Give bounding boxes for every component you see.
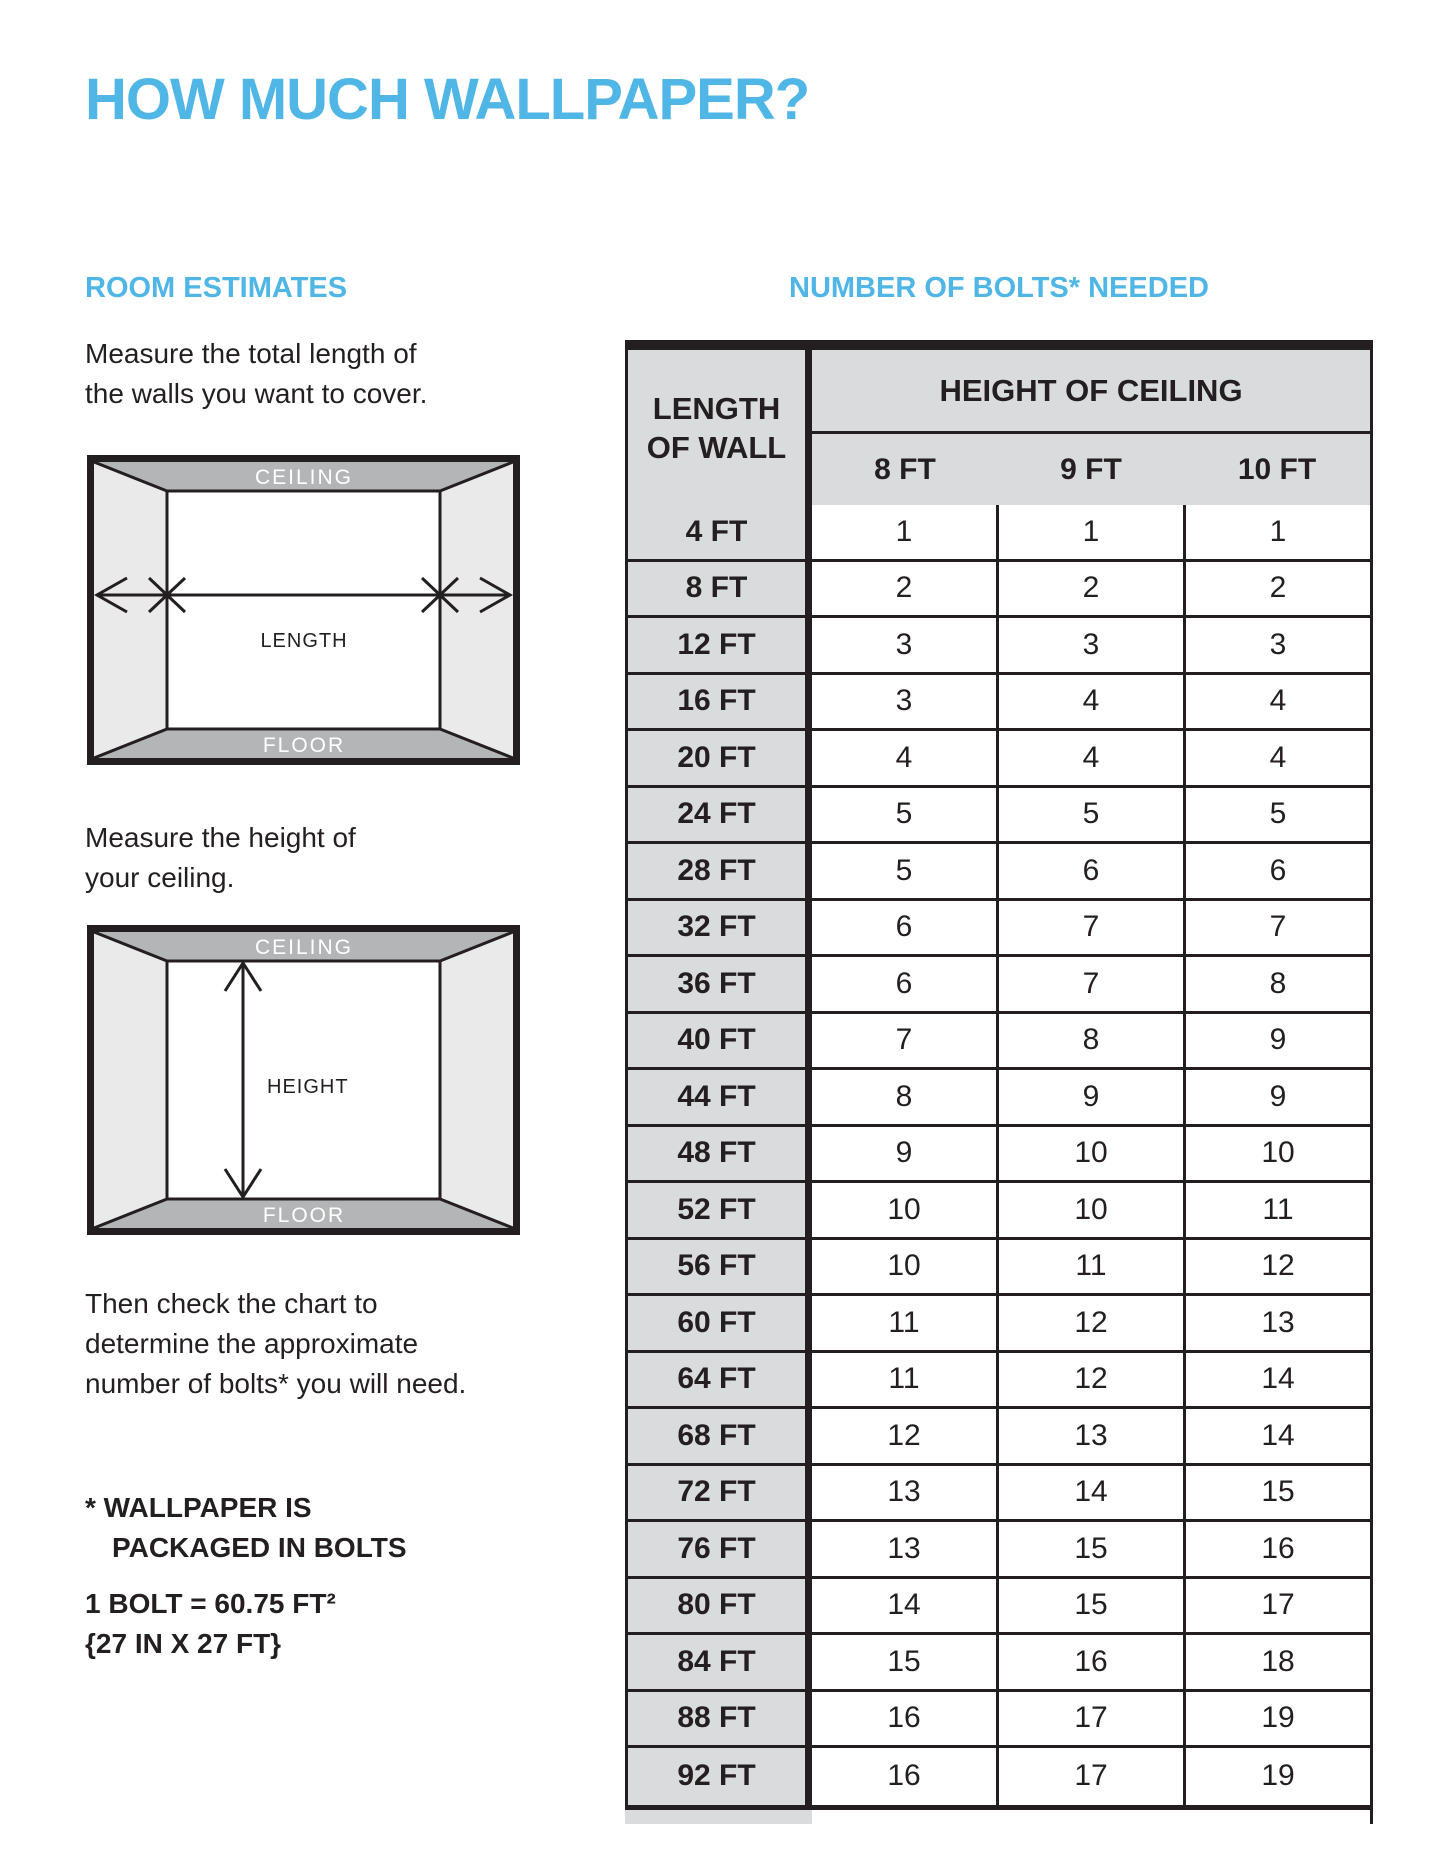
- bolt-count-cell: 6: [996, 844, 1183, 898]
- row-length-label: 20 FT: [628, 731, 812, 785]
- column-header-10ft: 10 FT: [1237, 452, 1317, 486]
- bolt-count-cell: 15: [996, 1579, 1183, 1633]
- bolt-count-cell: 16: [996, 1635, 1183, 1689]
- column-header-8ft: 8 FT: [874, 452, 936, 486]
- bolt-count-cell: 17: [996, 1692, 1183, 1746]
- bolt-count-cell: 19: [1183, 1748, 1370, 1805]
- table-row: [628, 562, 1370, 619]
- bolt-count-cell: 5: [895, 797, 913, 831]
- bolt-count-cell: 1: [895, 514, 913, 548]
- column-header-9ft: 9 FT: [1060, 452, 1122, 486]
- left-wall-surface: [94, 932, 167, 1228]
- back-wall-surface: [167, 491, 440, 729]
- footnote-line: PACKAGED IN BOLTS: [112, 1532, 407, 1563]
- bolt-count-cell: 9: [1183, 1070, 1370, 1124]
- table-row: [628, 1522, 1370, 1579]
- table-row: [628, 1070, 1370, 1127]
- floor-label: FLOOR: [262, 734, 346, 757]
- bolt-count-cell: 12: [996, 1353, 1183, 1407]
- bolt-count-cell: 12: [1183, 1240, 1370, 1294]
- bolt-count-cell: 10: [996, 1183, 1183, 1237]
- bolt-count-cell: 11: [888, 1362, 920, 1396]
- instruction-measure-height: [85, 818, 356, 898]
- bolt-count-cell: 9: [996, 1070, 1183, 1124]
- bolt-count-cell: 14: [996, 1466, 1183, 1520]
- bolt-count-cell: 12: [887, 1418, 921, 1452]
- bolt-count-cell: 10: [887, 1192, 921, 1226]
- bolt-count-cell: 10: [887, 1249, 921, 1283]
- height-arrow: [225, 963, 261, 1197]
- bolt-count-cell: 3: [895, 684, 913, 718]
- bolt-count-cell: 13: [887, 1475, 921, 1509]
- row-length-label: 68 FT: [628, 1409, 812, 1463]
- bolt-count-cell: 2: [895, 571, 913, 605]
- bolt-count-cell: 19: [1183, 1692, 1370, 1746]
- instruction-line: determine the approximate: [85, 1328, 419, 1359]
- bolts-needed-table: [625, 340, 1373, 1824]
- table-row: [628, 1466, 1370, 1523]
- bolt-count-cell: 2: [1183, 562, 1370, 616]
- row-length-label: 92 FT: [628, 1748, 812, 1805]
- table-row: [628, 901, 1370, 958]
- bolt-count-cell: 9: [1183, 1014, 1370, 1068]
- bolt-count-cell: 1: [1183, 505, 1370, 559]
- bolt-count-cell: 7: [996, 901, 1183, 955]
- bolt-count-cell: 11: [996, 1240, 1183, 1294]
- bolt-count-cell: 1: [996, 505, 1183, 559]
- table-row: [628, 675, 1370, 732]
- row-length-label: 48 FT: [628, 1127, 812, 1181]
- row-length-label: 16 FT: [628, 675, 812, 729]
- bolt-count-cell: 5: [1183, 788, 1370, 842]
- row-length-label: 64 FT: [628, 1353, 812, 1407]
- row-length-label: 40 FT: [628, 1014, 812, 1068]
- bolt-count-cell: 7: [895, 1023, 913, 1057]
- bolt-count-cell: 13: [996, 1409, 1183, 1463]
- table-row: [628, 1635, 1370, 1692]
- row-length-label: 44 FT: [628, 1070, 812, 1124]
- bolt-count-cell: 2: [996, 562, 1183, 616]
- bolt-count-cell: 15: [1183, 1466, 1370, 1520]
- bolt-count-cell: 16: [887, 1759, 921, 1793]
- footnote-line: * WALLPAPER IS: [85, 1492, 312, 1523]
- row-length-label: 24 FT: [628, 788, 812, 842]
- table-row: [628, 957, 1370, 1014]
- table-header: [628, 350, 1370, 505]
- height-of-ceiling-header: HEIGHT OF CEILING: [812, 350, 1370, 434]
- bolts-table-rows: [628, 505, 1370, 1805]
- table-row: [628, 1183, 1370, 1240]
- section-header-bolts-needed: NUMBER OF BOLTS* NEEDED: [789, 272, 1209, 304]
- instruction-line: your ceiling.: [85, 862, 235, 893]
- bolt-count-cell: 16: [887, 1701, 921, 1735]
- bolt-count-cell: 11: [888, 1305, 920, 1339]
- instruction-line: Measure the height of: [85, 822, 356, 853]
- bolt-count-cell: 10: [996, 1127, 1183, 1181]
- row-length-label: 72 FT: [628, 1466, 812, 1520]
- section-header-room-estimates: ROOM ESTIMATES: [85, 272, 348, 304]
- bolt-size-line: {27 IN X 27 FT}: [85, 1628, 282, 1659]
- bolt-count-cell: 4: [1183, 731, 1370, 785]
- bolt-count-cell: 5: [996, 788, 1183, 842]
- floor-label: FLOOR: [262, 1204, 346, 1227]
- bolt-count-cell: 3: [895, 627, 913, 661]
- instruction-line: number of bolts* you will need.: [85, 1368, 467, 1399]
- page-title: HOW MUCH WALLPAPER?: [85, 67, 810, 132]
- row-length-label: 32 FT: [628, 901, 812, 955]
- bolt-count-cell: 8: [1183, 957, 1370, 1011]
- bolt-count-cell: 4: [996, 731, 1183, 785]
- bolt-count-cell: 6: [1183, 844, 1370, 898]
- bolt-count-cell: 3: [996, 618, 1183, 672]
- instruction-line: Then check the chart to: [85, 1288, 378, 1319]
- table-row: [628, 844, 1370, 901]
- bolts-footnote: [85, 1488, 407, 1568]
- table-row: [628, 1014, 1370, 1071]
- row-length-label: 80 FT: [628, 1579, 812, 1633]
- bolt-count-cell: 10: [1183, 1127, 1370, 1181]
- bolt-count-cell: 4: [895, 740, 913, 774]
- bolt-count-cell: 17: [996, 1748, 1183, 1805]
- instruction-line: Measure the total length of: [85, 338, 417, 369]
- row-length-label: 56 FT: [628, 1240, 812, 1294]
- table-row: [628, 1748, 1370, 1805]
- instruction-measure-length: [85, 334, 427, 414]
- table-row: [628, 1353, 1370, 1410]
- bolt-count-cell: 7: [996, 957, 1183, 1011]
- bolt-count-cell: 9: [895, 1136, 913, 1170]
- length-label: LENGTH: [260, 630, 348, 652]
- bolt-size-info: [85, 1584, 336, 1664]
- ceiling-label: CEILING: [254, 936, 354, 959]
- bolt-size-line: 1 BOLT = 60.75 FT²: [85, 1588, 336, 1619]
- table-row: [628, 731, 1370, 788]
- bolt-count-cell: 4: [1183, 675, 1370, 729]
- row-length-label: 60 FT: [628, 1296, 812, 1350]
- bolt-count-cell: 14: [887, 1588, 921, 1622]
- table-row: [628, 788, 1370, 845]
- right-wall-surface: [440, 932, 513, 1228]
- bolt-count-cell: 16: [1183, 1522, 1370, 1576]
- instruction-line: the walls you want to cover.: [85, 378, 428, 409]
- bolt-count-cell: 14: [1183, 1409, 1370, 1463]
- bolt-count-cell: 5: [895, 853, 913, 887]
- bolt-count-cell: 8: [996, 1014, 1183, 1068]
- bolt-count-cell: 7: [1183, 901, 1370, 955]
- row-length-label: 88 FT: [628, 1692, 812, 1746]
- length-of-wall-header: LENGTH OF WALL: [628, 350, 812, 505]
- instruction-check-chart: [85, 1284, 466, 1404]
- table-row: [628, 1692, 1370, 1749]
- bolt-count-cell: 11: [1183, 1183, 1370, 1237]
- bolt-count-cell: 4: [996, 675, 1183, 729]
- table-row: [628, 505, 1370, 562]
- bolt-count-cell: 18: [1183, 1635, 1370, 1689]
- row-length-label: 52 FT: [628, 1183, 812, 1237]
- right-wall-surface: [440, 462, 513, 758]
- room-length-diagram: [87, 455, 520, 765]
- bolt-count-cell: 17: [1183, 1579, 1370, 1633]
- bolt-count-cell: 15: [887, 1644, 921, 1678]
- bolt-count-cell: 13: [1183, 1296, 1370, 1350]
- left-wall-surface: [94, 462, 167, 758]
- row-length-label: 76 FT: [628, 1522, 812, 1576]
- table-row: [628, 1127, 1370, 1184]
- bolt-count-cell: 15: [996, 1522, 1183, 1576]
- ceiling-height-columns: [812, 434, 1370, 505]
- row-length-label: 12 FT: [628, 618, 812, 672]
- bolt-count-cell: 6: [895, 910, 913, 944]
- table-row: [628, 1409, 1370, 1466]
- bolt-count-cell: 14: [1183, 1353, 1370, 1407]
- table-gray-tail: [625, 1810, 812, 1824]
- ceiling-label: CEILING: [254, 466, 354, 489]
- bolt-count-cell: 8: [895, 1079, 913, 1113]
- table-row: [628, 1240, 1370, 1297]
- row-length-label: 36 FT: [628, 957, 812, 1011]
- row-length-label: 8 FT: [628, 562, 812, 616]
- row-length-label: 28 FT: [628, 844, 812, 898]
- table-row: [628, 618, 1370, 675]
- bolt-count-cell: 6: [895, 966, 913, 1000]
- bolt-count-cell: 12: [996, 1296, 1183, 1350]
- row-length-label: 4 FT: [628, 505, 812, 559]
- table-row: [628, 1296, 1370, 1353]
- bolt-count-cell: 13: [887, 1531, 921, 1565]
- table-row: [628, 1579, 1370, 1636]
- row-length-label: 84 FT: [628, 1635, 812, 1689]
- height-label: HEIGHT: [267, 1076, 349, 1098]
- ceiling-height-diagram: [87, 925, 520, 1235]
- bolt-count-cell: 3: [1183, 618, 1370, 672]
